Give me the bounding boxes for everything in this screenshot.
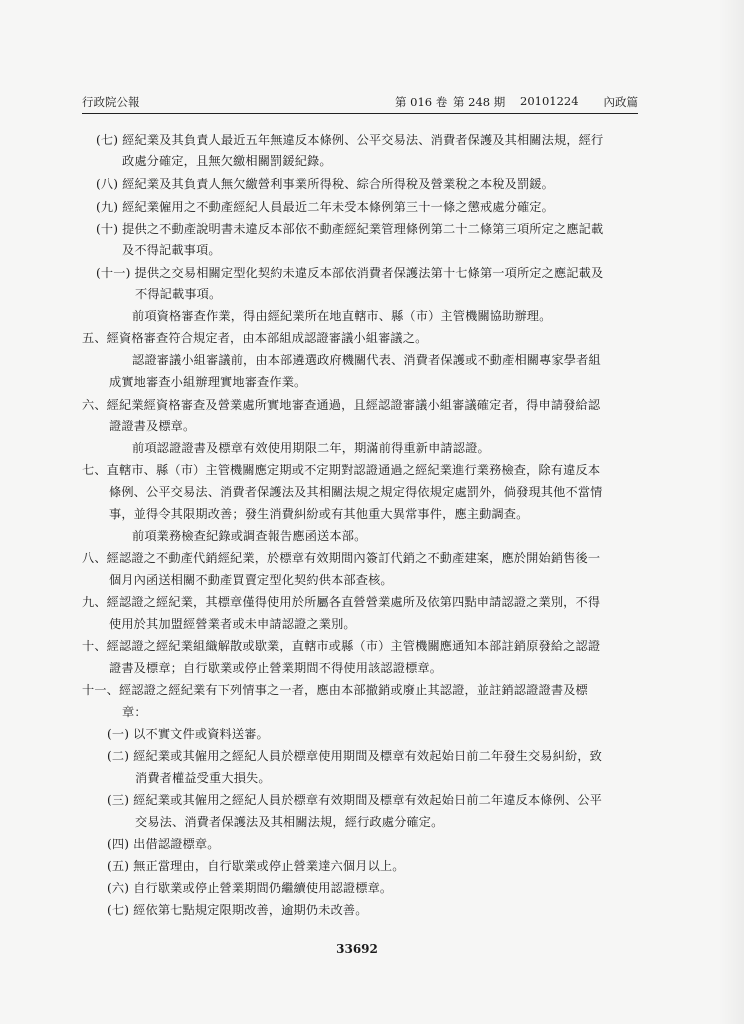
text-line: 政處分確定，且無欠繳相關罰鍰紀錄。 xyxy=(122,154,332,168)
text-line: 證書及標章；自行歇業或停止營業期間不得使用該認證標章。 xyxy=(109,661,443,675)
text-line: 章： xyxy=(122,705,147,719)
header-divider xyxy=(82,113,638,114)
text-line: (三) 經紀業或其僱用之經紀人員於標章有效期間及標章有效起始日前二年違反本條例、公平 xyxy=(107,793,602,807)
text-line: (十一) 提供之交易相關定型化契約未違反本部依消費者保護法第十七條第一項所定之應記載及 xyxy=(96,266,604,280)
text-line: 事，並得令其限期改善；發生消費糾紛或有其他重大異常事件，應主動調查。 xyxy=(109,507,529,521)
text-line: 前項資格審查作業，得由經紀業所在地直轄市、縣（市）主管機關協助辦理。 xyxy=(132,309,552,323)
page-number: 33692 xyxy=(336,942,378,956)
text-line: (一) 以不實文件或資料送審。 xyxy=(107,727,269,741)
text-line: 五、經資格審查符合規定者，由本部組成認證審議小組審議之。 xyxy=(82,331,428,345)
text-line: 成實地審查小組辦理實地審查作業。 xyxy=(109,375,307,389)
text-line: 十、經認證之經紀業組織解散或歇業，直轄市或縣（市）主管機關應通知本部註銷原發給之認證 xyxy=(82,639,601,653)
text-line: (八) 經紀業及其負責人無欠繳營利事業所得稅、綜合所得稅及營業稅之本稅及罰鍰。 xyxy=(96,177,554,191)
text-line: 六、經紀業經資格審查及營業處所實地審查通過，且經認證審議小組審議確定者，得申請發給認 xyxy=(82,398,601,412)
text-line: 十一、經認證之經紀業有下列情事之一者，應由本部撤銷或廢止其認證，並註銷認證證書及標 xyxy=(82,683,588,697)
text-line: (五) 無正當理由，自行歇業或停止營業達六個月以上。 xyxy=(107,859,405,873)
text-line: 消費者權益受重大損失。 xyxy=(135,771,271,785)
volume-number: 第 016 卷 xyxy=(395,95,448,109)
text-line: 前項認證證書及標章有效使用期限二年，期滿前得重新申請認證。 xyxy=(132,441,490,455)
text-line: (六) 自行歇業或停止營業期間仍繼續使用認證標章。 xyxy=(107,881,393,895)
text-line: 認證審議小組審議前，由本部遴選政府機關代表、消費者保護或不動產相關專家學者組 xyxy=(132,353,601,367)
section-name: 內政篇 xyxy=(603,95,638,109)
text-line: 條例、公平交易法、消費者保護法及其相關法規之規定得依規定處罰外，倘發現其他不當情 xyxy=(109,485,603,499)
text-line: 七、直轄市、縣（市）主管機關應定期或不定期對認證通過之經紀業進行業務檢查，除有違反本 xyxy=(82,463,601,477)
text-line: 交易法、消費者保護法及其相關法規，經行政處分確定。 xyxy=(135,815,444,829)
text-line: 及不得記載事項。 xyxy=(122,243,221,257)
text-line: (九) 經紀業僱用之不動產經紀人員最近二年未受本條例第三十一條之懲戒處分確定。 xyxy=(96,200,554,214)
publication-name: 行政院公報 xyxy=(82,95,140,109)
issue-number: 第 248 期 xyxy=(453,95,506,109)
issue-date: 20101224 xyxy=(520,94,579,108)
text-line: 個月內函送相關不動產買賣定型化契約供本部查核。 xyxy=(109,573,393,587)
text-line: 不得記載事項。 xyxy=(135,287,222,301)
page-header xyxy=(82,94,638,112)
text-line: (二) 經紀業或其僱用之經紀人員於標章使用期間及標章有效起始日前二年發生交易糾紛，致 xyxy=(107,749,602,763)
text-line: (十) 提供之不動產說明書未違反本部依不動產經紀業管理條例第二十二條第三項所定之應記載 xyxy=(96,222,604,236)
text-line: (七) 經紀業及其負責人最近五年無違反本條例、公平交易法、消費者保護及其相關法規，經行 xyxy=(96,133,604,147)
text-line: 使用於其加盟經營業者或未申請認證之業別。 xyxy=(109,617,356,631)
text-line: 前項業務檢查紀錄或調查報告應函送本部。 xyxy=(132,529,367,543)
text-line: (四) 出借認證標章。 xyxy=(107,837,220,851)
page-edge-shadow xyxy=(718,0,744,1024)
text-line: 證證書及標章。 xyxy=(109,419,196,433)
text-line: 八、經認證之不動產代銷經紀業，於標章有效期間內簽訂代銷之不動產建案，應於開始銷售後一 xyxy=(82,551,601,565)
text-line: 九、經認證之經紀業，其標章僅得使用於所屬各直營營業處所及依第四點申請認證之業別，不得 xyxy=(82,595,601,609)
text-line: (七) 經依第七點規定限期改善，逾期仍未改善。 xyxy=(107,903,368,917)
